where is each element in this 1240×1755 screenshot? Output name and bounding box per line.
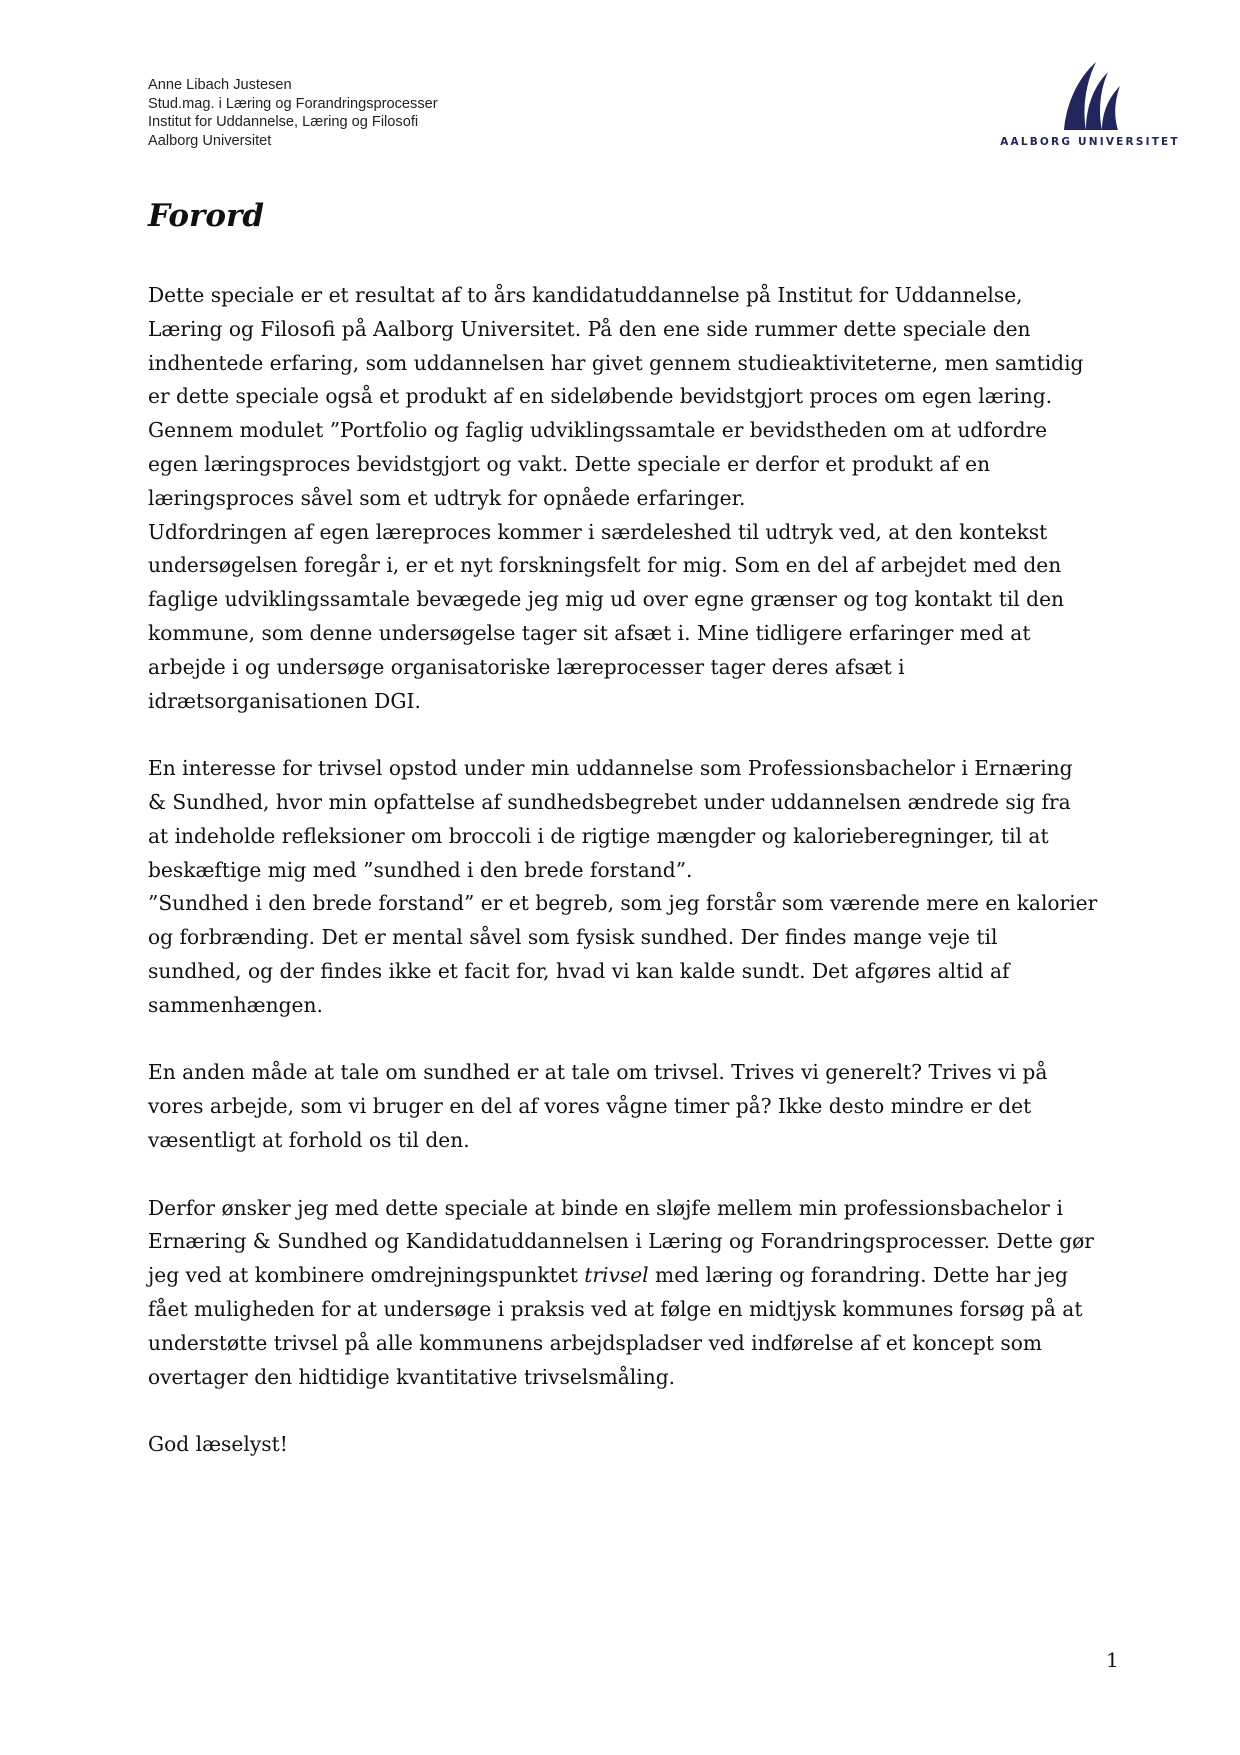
text-line: beskæftige mig med ”sundhed i den brede forstand”. (148, 857, 693, 882)
text-line: faglige udviklingssamtale bevægede jeg mig ud over egne grænser og tog kontakt til den (148, 587, 1065, 612)
paragraph-spacer (148, 1158, 1128, 1192)
text-line: sundhed, og der findes ikke et facit for, hvad vi kan kalde sundt. Det afgøres altid af (148, 958, 1010, 983)
author-name: Anne Libach Justesen (148, 77, 292, 93)
university-name: Aalborg Universitet (148, 132, 272, 149)
emphasized-word: trivsel (584, 1263, 649, 1288)
text-line: kommune, som denne undersøgelse tager sit afsæt i. Mine tidligere erfaringer med at (148, 620, 1031, 645)
text-line: ”Sundhed i den brede forstand” er et begreb, som jeg forstår som værende mere en kalorier (148, 891, 1098, 916)
text-line: Ernæring & Sundhed og Kandidatuddannelsen i Læring og Forandringsprocesser. Dette gør (148, 1229, 1094, 1254)
text-line: egen læringsproces bevidstgjort og vakt. Dette speciale er derfor et produkt af en (148, 451, 991, 476)
institute-name: Institut for Uddannelse, Læring og Filosofi (148, 114, 419, 130)
aau-wave-logo-icon (1056, 56, 1124, 132)
document-header-info (148, 76, 438, 150)
text-line: vores arbejde, som vi bruger en del af vores vågne timer på? Ikke desto mindre er det (148, 1094, 1032, 1119)
text-line: væsentligt at forhold os til den. (148, 1127, 470, 1152)
text-line: arbejde i og undersøge organisatoriske læreprocesser tager deres afsæt i (148, 654, 905, 679)
text-line: Gennem modulet ”Portfolio og faglig udviklingssamtale er bevidstheden om at udfordre (148, 418, 1048, 443)
text-line: læringsproces såvel som et udtryk for opnåede erfaringer. (148, 485, 746, 510)
paragraph-spacer (148, 1023, 1128, 1057)
text-line: Læring og Filosofi på Aalborg Universitet. På den ene side rummer dette speciale den (148, 316, 1031, 341)
text-line: at indeholde refleksioner om broccoli i de rigtige mængder og kalorieberegninger, til at (148, 823, 1049, 848)
text-line: understøtte trivsel på alle kommunens arbejdspladser ved indførelse af et koncept som (148, 1330, 1043, 1355)
page-title: Forord (148, 198, 265, 234)
text-line: Udfordringen af egen læreproces kommer i særdeleshed til udtryk ved, at den kontekst (148, 519, 1048, 544)
text-line: overtager den hidtidige kvantitative trivselsmåling. (148, 1364, 676, 1389)
logo-text: AALBORG UNIVERSITET (1000, 136, 1180, 148)
text-line: undersøgelsen foregår i, er et nyt forskningsfelt for mig. Som en del af arbejdet med den (148, 553, 1062, 578)
text-line: & Sundhed, hvor min opfattelse af sundhedsbegrebet under uddannelsen ændrede sig fra (148, 789, 1071, 814)
text-line (148, 1259, 1128, 1293)
text-segment: med læring og forandring. Dette har jeg (648, 1263, 1068, 1288)
text-line: indhentede erfaring, som uddannelsen har givet gennem studieaktiviteterne, men samtidig (148, 350, 1084, 375)
text-line: og forbrænding. Det er mental såvel som fysisk sundhed. Der findes mange veje til (148, 925, 998, 950)
text-line: er dette speciale også et produkt af en sideløbende bevidstgjort proces om egen læring. (148, 384, 1053, 409)
paragraph-spacer (148, 1394, 1128, 1428)
closing-line: God læselyst! (148, 1432, 288, 1457)
paragraph-spacer (148, 718, 1128, 752)
aalborg-university-logo (1000, 56, 1180, 150)
text-line: En interesse for trivsel opstod under min uddannelse som Professionsbachelor i Ernæring (148, 756, 1073, 781)
text-line: Dette speciale er et resultat af to års kandidatuddannelse på Institut for Uddannelse, (148, 283, 1023, 307)
document-body (148, 279, 1128, 1462)
text-line: Derfor ønsker jeg med dette speciale at binde en sløjfe mellem min professionsbachelor i (148, 1195, 1063, 1220)
page-number: 1 (1106, 1648, 1119, 1672)
text-line: sammenhængen. (148, 992, 323, 1017)
text-line: En anden måde at tale om sundhed er at tale om trivsel. Trives vi generelt? Trives vi på (148, 1060, 1048, 1085)
text-line: idrætsorganisationen DGI. (148, 688, 421, 713)
study-program: Stud.mag. i Læring og Forandringsprocesser (148, 95, 438, 112)
text-segment: jeg ved at kombinere omdrejningspunktet (148, 1263, 585, 1288)
text-line: fået muligheden for at undersøge i praksis ved at følge en midtjysk kommunes forsøg på at (148, 1296, 1083, 1321)
